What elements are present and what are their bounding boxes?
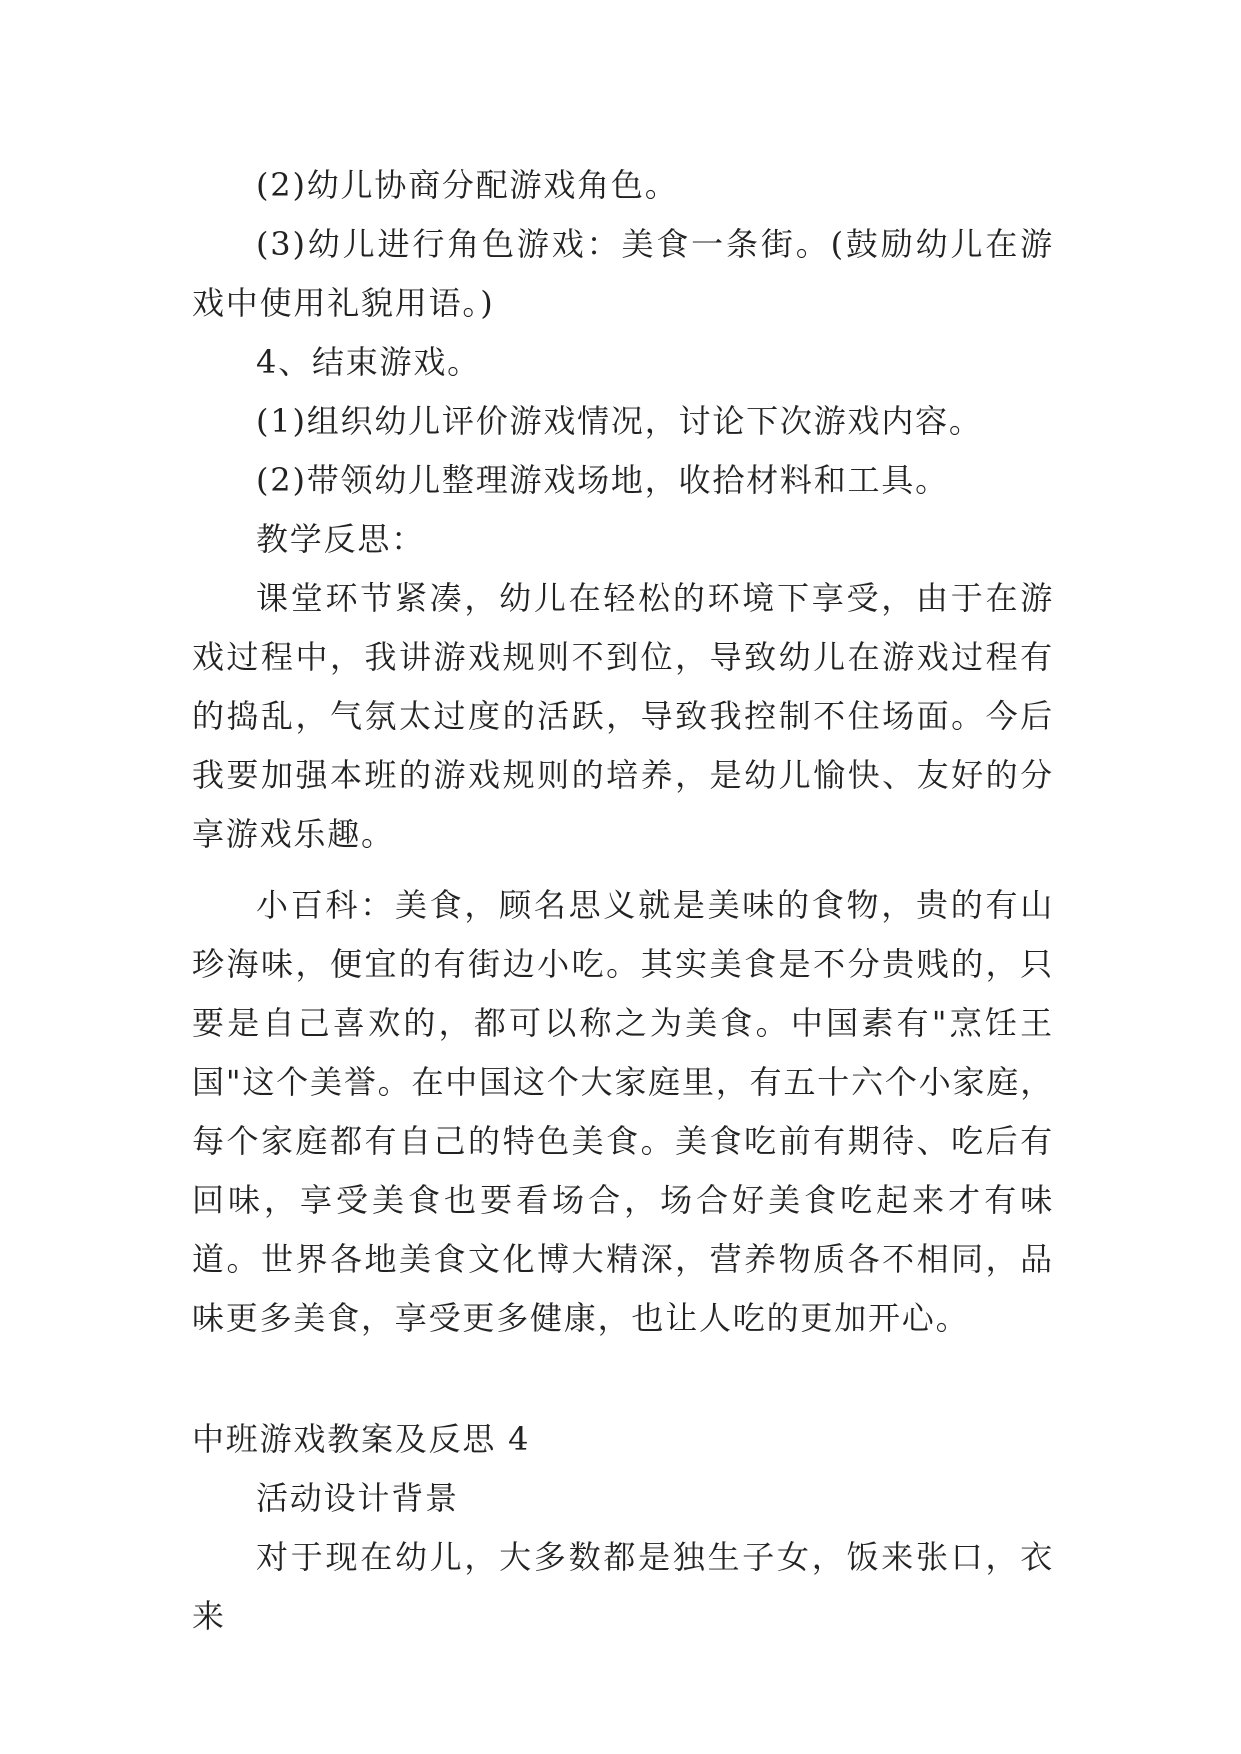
paragraph-evaluate-game: (1)组织幼儿评价游戏情况，讨论下次游戏内容。 xyxy=(256,402,983,440)
paragraph-encyclopedia: 小百科：美食，顾名思义就是美味的食物，贵的有山珍海味，便宜的有街边小吃。其实美食是不分贵贱的，只要是自己喜欢的，都可以称之为美食。中国素有"烹饪王国"这个美誉。在中国这个大家庭里，有五十六个小家庭，每个家庭都有自己的特色美食。美食吃前有期待、吃后有回味，享受美食也要看场合，场合好美食吃起来才有味道。世界各地美食文化博大精深，营养物质各不相同，品味更多美食，享受更多健康，也让人吃的更加开心。 xyxy=(192,886,1054,1337)
paragraph-end-game: 4、结束游戏。 xyxy=(256,343,481,381)
paragraph-role-play: (3)幼儿进行角色游戏：美食一条街。(鼓励幼儿在游戏中使用礼貌用语。) xyxy=(192,225,1054,322)
document-page xyxy=(192,156,1054,1646)
paragraph-reflection-body: 课堂环节紧凑，幼儿在轻松的环境下享受，由于在游戏过程中，我讲游戏规则不到位，导致幼儿在游戏过程有的捣乱，气氛太过度的活跃，导致我控制不住场面。今后我要加强本班的游戏规则的培养，是幼儿愉快、友好的分享游戏乐趣。 xyxy=(192,579,1054,853)
paragraph-role-assignment: (2)幼儿协商分配游戏角色。 xyxy=(256,166,679,204)
paragraph-reflection-label: 教学反思： xyxy=(256,520,426,558)
paragraph-tidy-up: (2)带领幼儿整理游戏场地，收拾材料和工具。 xyxy=(256,461,949,499)
paragraph-design-background-body: 对于现在幼儿，大多数都是独生子女，饭来张口，衣来 xyxy=(192,1538,1054,1635)
paragraph-design-background-label: 活动设计背景 xyxy=(256,1479,459,1517)
section-title: 中班游戏教案及反思 4 xyxy=(192,1420,531,1458)
section-gap xyxy=(192,1348,1054,1410)
